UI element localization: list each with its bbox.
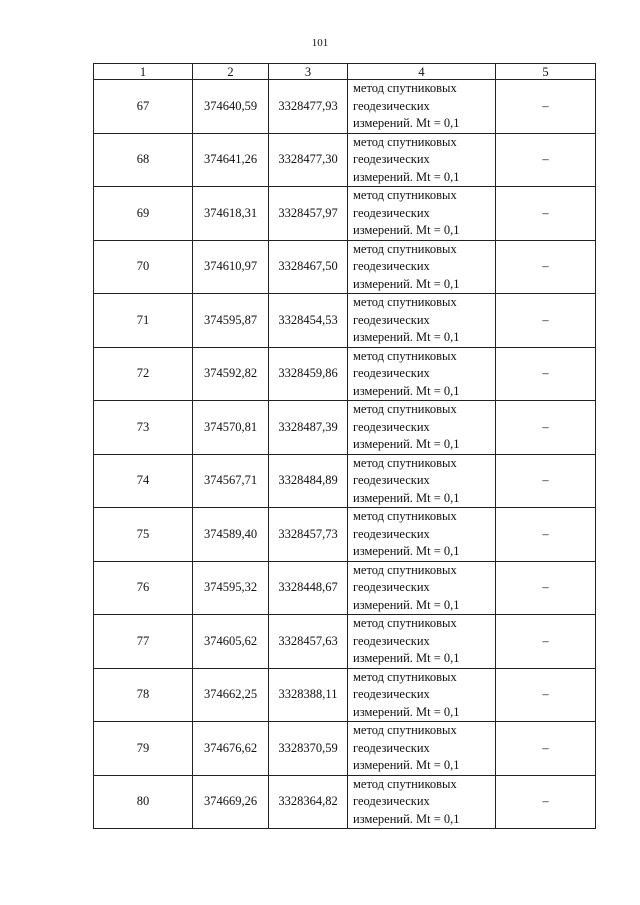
measurement-method bbox=[348, 240, 496, 294]
x-coordinate: 374595,32 bbox=[193, 561, 269, 615]
table-row bbox=[94, 401, 596, 455]
column-header: 4 bbox=[348, 64, 496, 80]
table-header bbox=[94, 64, 596, 80]
extra-value: – bbox=[496, 668, 596, 722]
y-coordinate: 3328477,93 bbox=[269, 80, 348, 134]
x-coordinate: 374589,40 bbox=[193, 508, 269, 562]
point-number: 75 bbox=[94, 508, 193, 562]
y-coordinate: 3328484,89 bbox=[269, 454, 348, 508]
y-coordinate: 3328364,82 bbox=[269, 775, 348, 829]
method-line: метод спутниковых bbox=[353, 188, 457, 202]
measurement-method bbox=[348, 454, 496, 508]
method-line: геодезических bbox=[353, 312, 430, 327]
measurement-method bbox=[348, 347, 496, 401]
method-line: метод спутниковых bbox=[353, 616, 457, 630]
header-row bbox=[94, 64, 596, 80]
column-header: 1 bbox=[94, 64, 193, 80]
y-coordinate: 3328388,11 bbox=[269, 668, 348, 722]
method-line: геодезических bbox=[353, 205, 430, 220]
x-coordinate: 374641,26 bbox=[193, 133, 269, 187]
method-line: метод спутниковых bbox=[353, 455, 457, 470]
measurement-method bbox=[348, 401, 496, 455]
point-number: 72 bbox=[94, 347, 193, 401]
table-row bbox=[94, 187, 596, 241]
method-line: измерений. Mt = 0,1 bbox=[353, 169, 460, 184]
method-line: метод спутниковых bbox=[353, 134, 457, 149]
method-line: метод спутниковых bbox=[353, 295, 457, 309]
method-line: метод спутниковых bbox=[353, 723, 457, 737]
extra-value: – bbox=[496, 454, 596, 508]
extra-value: – bbox=[496, 240, 596, 294]
point-number: 69 bbox=[94, 187, 193, 241]
table-row bbox=[94, 668, 596, 722]
method-line: измерений. Mt = 0,1 bbox=[353, 116, 460, 130]
method-line: геодезических bbox=[353, 473, 430, 487]
table-row bbox=[94, 294, 596, 348]
table-row bbox=[94, 454, 596, 508]
table-row bbox=[94, 80, 596, 134]
method-line: метод спутниковых bbox=[353, 81, 457, 95]
y-coordinate: 3328467,50 bbox=[269, 240, 348, 294]
extra-value: – bbox=[496, 508, 596, 562]
y-coordinate: 3328459,86 bbox=[269, 347, 348, 401]
method-line: геодезических bbox=[353, 366, 430, 380]
point-number: 80 bbox=[94, 775, 193, 829]
extra-value: – bbox=[496, 401, 596, 455]
method-line: измерений. Mt = 0,1 bbox=[353, 330, 460, 344]
measurement-method bbox=[348, 294, 496, 348]
extra-value: – bbox=[496, 615, 596, 669]
extra-value: – bbox=[496, 561, 596, 615]
x-coordinate: 374605,62 bbox=[193, 615, 269, 669]
method-line: геодезических bbox=[353, 259, 430, 273]
y-coordinate: 3328448,67 bbox=[269, 561, 348, 615]
method-line: измерений. Mt = 0,1 bbox=[353, 223, 460, 237]
x-coordinate: 374669,26 bbox=[193, 775, 269, 829]
point-number: 74 bbox=[94, 454, 193, 508]
extra-value: – bbox=[496, 133, 596, 187]
y-coordinate: 3328457,73 bbox=[269, 508, 348, 562]
y-coordinate: 3328454,53 bbox=[269, 294, 348, 348]
method-line: геодезических bbox=[353, 633, 430, 648]
extra-value: – bbox=[496, 775, 596, 829]
method-line: измерений. Mt = 0,1 bbox=[353, 758, 460, 772]
column-header: 5 bbox=[496, 64, 596, 80]
point-number: 78 bbox=[94, 668, 193, 722]
method-line: геодезических bbox=[353, 687, 430, 701]
x-coordinate: 374662,25 bbox=[193, 668, 269, 722]
measurement-method bbox=[348, 668, 496, 722]
method-line: измерений. Mt = 0,1 bbox=[353, 544, 460, 558]
method-line: измерений. Mt = 0,1 bbox=[353, 597, 460, 612]
table-row bbox=[94, 508, 596, 562]
measurement-method bbox=[348, 561, 496, 615]
x-coordinate: 374567,71 bbox=[193, 454, 269, 508]
table-row bbox=[94, 561, 596, 615]
column-header: 3 bbox=[269, 64, 348, 80]
x-coordinate: 374592,82 bbox=[193, 347, 269, 401]
point-number: 73 bbox=[94, 401, 193, 455]
y-coordinate: 3328487,39 bbox=[269, 401, 348, 455]
page-number: 101 bbox=[311, 37, 329, 49]
table-row bbox=[94, 775, 596, 829]
measurement-method bbox=[348, 508, 496, 562]
method-line: измерений. Mt = 0,1 bbox=[353, 276, 460, 291]
method-line: измерений. Mt = 0,1 bbox=[353, 383, 460, 398]
x-coordinate: 374676,62 bbox=[193, 722, 269, 776]
method-line: геодезических bbox=[353, 740, 430, 755]
table-row bbox=[94, 615, 596, 669]
x-coordinate: 374618,31 bbox=[193, 187, 269, 241]
y-coordinate: 3328477,30 bbox=[269, 133, 348, 187]
method-line: измерений. Mt = 0,1 bbox=[353, 704, 460, 719]
method-line: измерений. Mt = 0,1 bbox=[353, 437, 460, 451]
method-line: метод спутниковых bbox=[353, 669, 457, 684]
extra-value: – bbox=[496, 187, 596, 241]
method-line: геодезических bbox=[353, 526, 430, 541]
x-coordinate: 374570,81 bbox=[193, 401, 269, 455]
x-coordinate: 374610,97 bbox=[193, 240, 269, 294]
measurement-method bbox=[348, 615, 496, 669]
method-line: метод спутниковых bbox=[353, 562, 457, 577]
method-line: геодезических bbox=[353, 419, 430, 434]
method-line: измерений. Mt = 0,1 bbox=[353, 490, 460, 505]
method-line: метод спутниковых bbox=[353, 241, 457, 256]
method-line: геодезических bbox=[353, 152, 430, 166]
y-coordinate: 3328370,59 bbox=[269, 722, 348, 776]
column-header: 2 bbox=[193, 64, 269, 80]
method-line: метод спутниковых bbox=[353, 776, 457, 791]
point-number: 68 bbox=[94, 133, 193, 187]
extra-value: – bbox=[496, 294, 596, 348]
point-number: 70 bbox=[94, 240, 193, 294]
point-number: 76 bbox=[94, 561, 193, 615]
x-coordinate: 374595,87 bbox=[193, 294, 269, 348]
point-number: 79 bbox=[94, 722, 193, 776]
method-line: метод спутниковых bbox=[353, 348, 457, 363]
measurement-method bbox=[348, 775, 496, 829]
method-line: геодезических bbox=[353, 580, 430, 594]
y-coordinate: 3328457,63 bbox=[269, 615, 348, 669]
measurement-method bbox=[348, 722, 496, 776]
x-coordinate: 374640,59 bbox=[193, 80, 269, 134]
method-line: измерений. Mt = 0,1 bbox=[353, 651, 460, 665]
measurement-method bbox=[348, 133, 496, 187]
table-row bbox=[94, 133, 596, 187]
measurement-method bbox=[348, 187, 496, 241]
point-number: 67 bbox=[94, 80, 193, 134]
table-row bbox=[94, 240, 596, 294]
point-number: 71 bbox=[94, 294, 193, 348]
method-line: геодезических bbox=[353, 98, 430, 113]
point-number: 77 bbox=[94, 615, 193, 669]
coordinates-table bbox=[93, 63, 596, 829]
method-line: метод спутниковых bbox=[353, 509, 457, 523]
table-row bbox=[94, 347, 596, 401]
table-body bbox=[94, 80, 596, 829]
extra-value: – bbox=[496, 722, 596, 776]
table-row bbox=[94, 722, 596, 776]
method-line: геодезических bbox=[353, 794, 430, 808]
y-coordinate: 3328457,97 bbox=[269, 187, 348, 241]
extra-value: – bbox=[496, 80, 596, 134]
extra-value: – bbox=[496, 347, 596, 401]
method-line: измерений. Mt = 0,1 bbox=[353, 811, 460, 826]
measurement-method bbox=[348, 80, 496, 134]
method-line: метод спутниковых bbox=[353, 402, 457, 416]
